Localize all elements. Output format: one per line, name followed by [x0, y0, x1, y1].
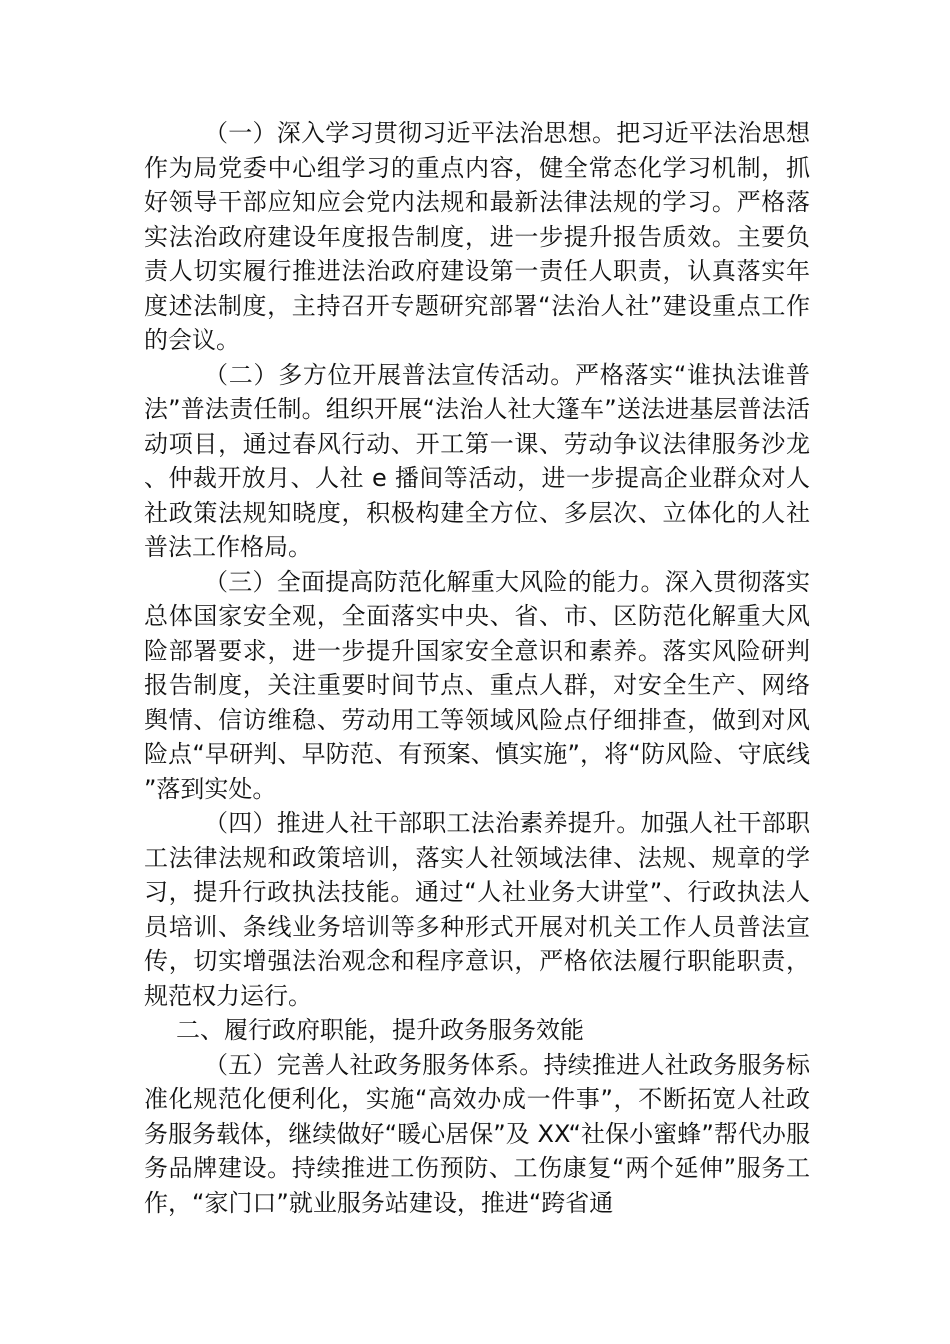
paragraph-4-staff-legal-literacy: （四）推进人社干部职工法治素养提升。加强人社干部职工法律法规和政策培训，落实人社领域法律、法规、规章的学习，提升行政执法技能。通过“人社业务大讲堂”、行政执法人员培训、条线业务培训等多种形式开展对机关工作人员普法宣传，切实增强法治观念和程序意识，严格依法履行职能职责，规范权力运行。 [144, 809, 810, 1010]
paragraph-5-service-system: （五）完善人社政务服务体系。持续推进人社政务服务标准化规范化便利化，实施“高效办成一件事”，不断拓宽人社政务服务载体，继续做好“暖心居保”及 XX“社保小蜜蜂”帮代办服务品牌建设。持续推进工伤预防、工伤康复“两个延伸”服务工作，“家门口”就业服务站建设，推进“跨省通 [144, 1050, 810, 1217]
section-heading-2: 二、履行政府职能，提升政务服务效能 [176, 1016, 584, 1044]
paragraph-2-legal-publicity: （二）多方位开展普法宣传活动。严格落实“谁执法谁普法”普法责任制。组织开展“法治人社大篷车”送法进基层普法活动项目，通过春风行动、开工第一课、劳动争议法律服务沙龙、仲裁开放月、人社 e 播间等活动，进一步提高企业群众对人社政策法规知晓度，积极构建全方位、多层次、立体化的人社普法工作格局。 [144, 360, 810, 561]
paragraph-3-risk-prevention: （三）全面提高防范化解重大风险的能力。深入贯彻落实总体国家安全观，全面落实中央、省、市、区防范化解重大风险部署要求，进一步提升国家安全意识和素养。落实风险研判报告制度，关注重要时间节点、重点人群，对安全生产、网络舆情、信访维稳、劳动用工等领域风险点仔细排查，做到对风险点“早研判、早防范、有预案、慎实施”，将“防风险、守底线”落到实处。 [144, 567, 810, 803]
document-body [144, 116, 810, 1220]
paragraph-1-legal-thought-study: （一）深入学习贯彻习近平法治思想。把习近平法治思想作为局党委中心组学习的重点内容，健全常态化学习机制，抓好领导干部应知应会党内法规和最新法律法规的学习。严格落实法治政府建设年度报告制度，进一步提升报告质效。主要负责人切实履行推进法治政府建设第一责任人职责，认真落实年度述法制度，主持召开专题研究部署“法治人社”建设重点工作的会议。 [144, 119, 810, 354]
